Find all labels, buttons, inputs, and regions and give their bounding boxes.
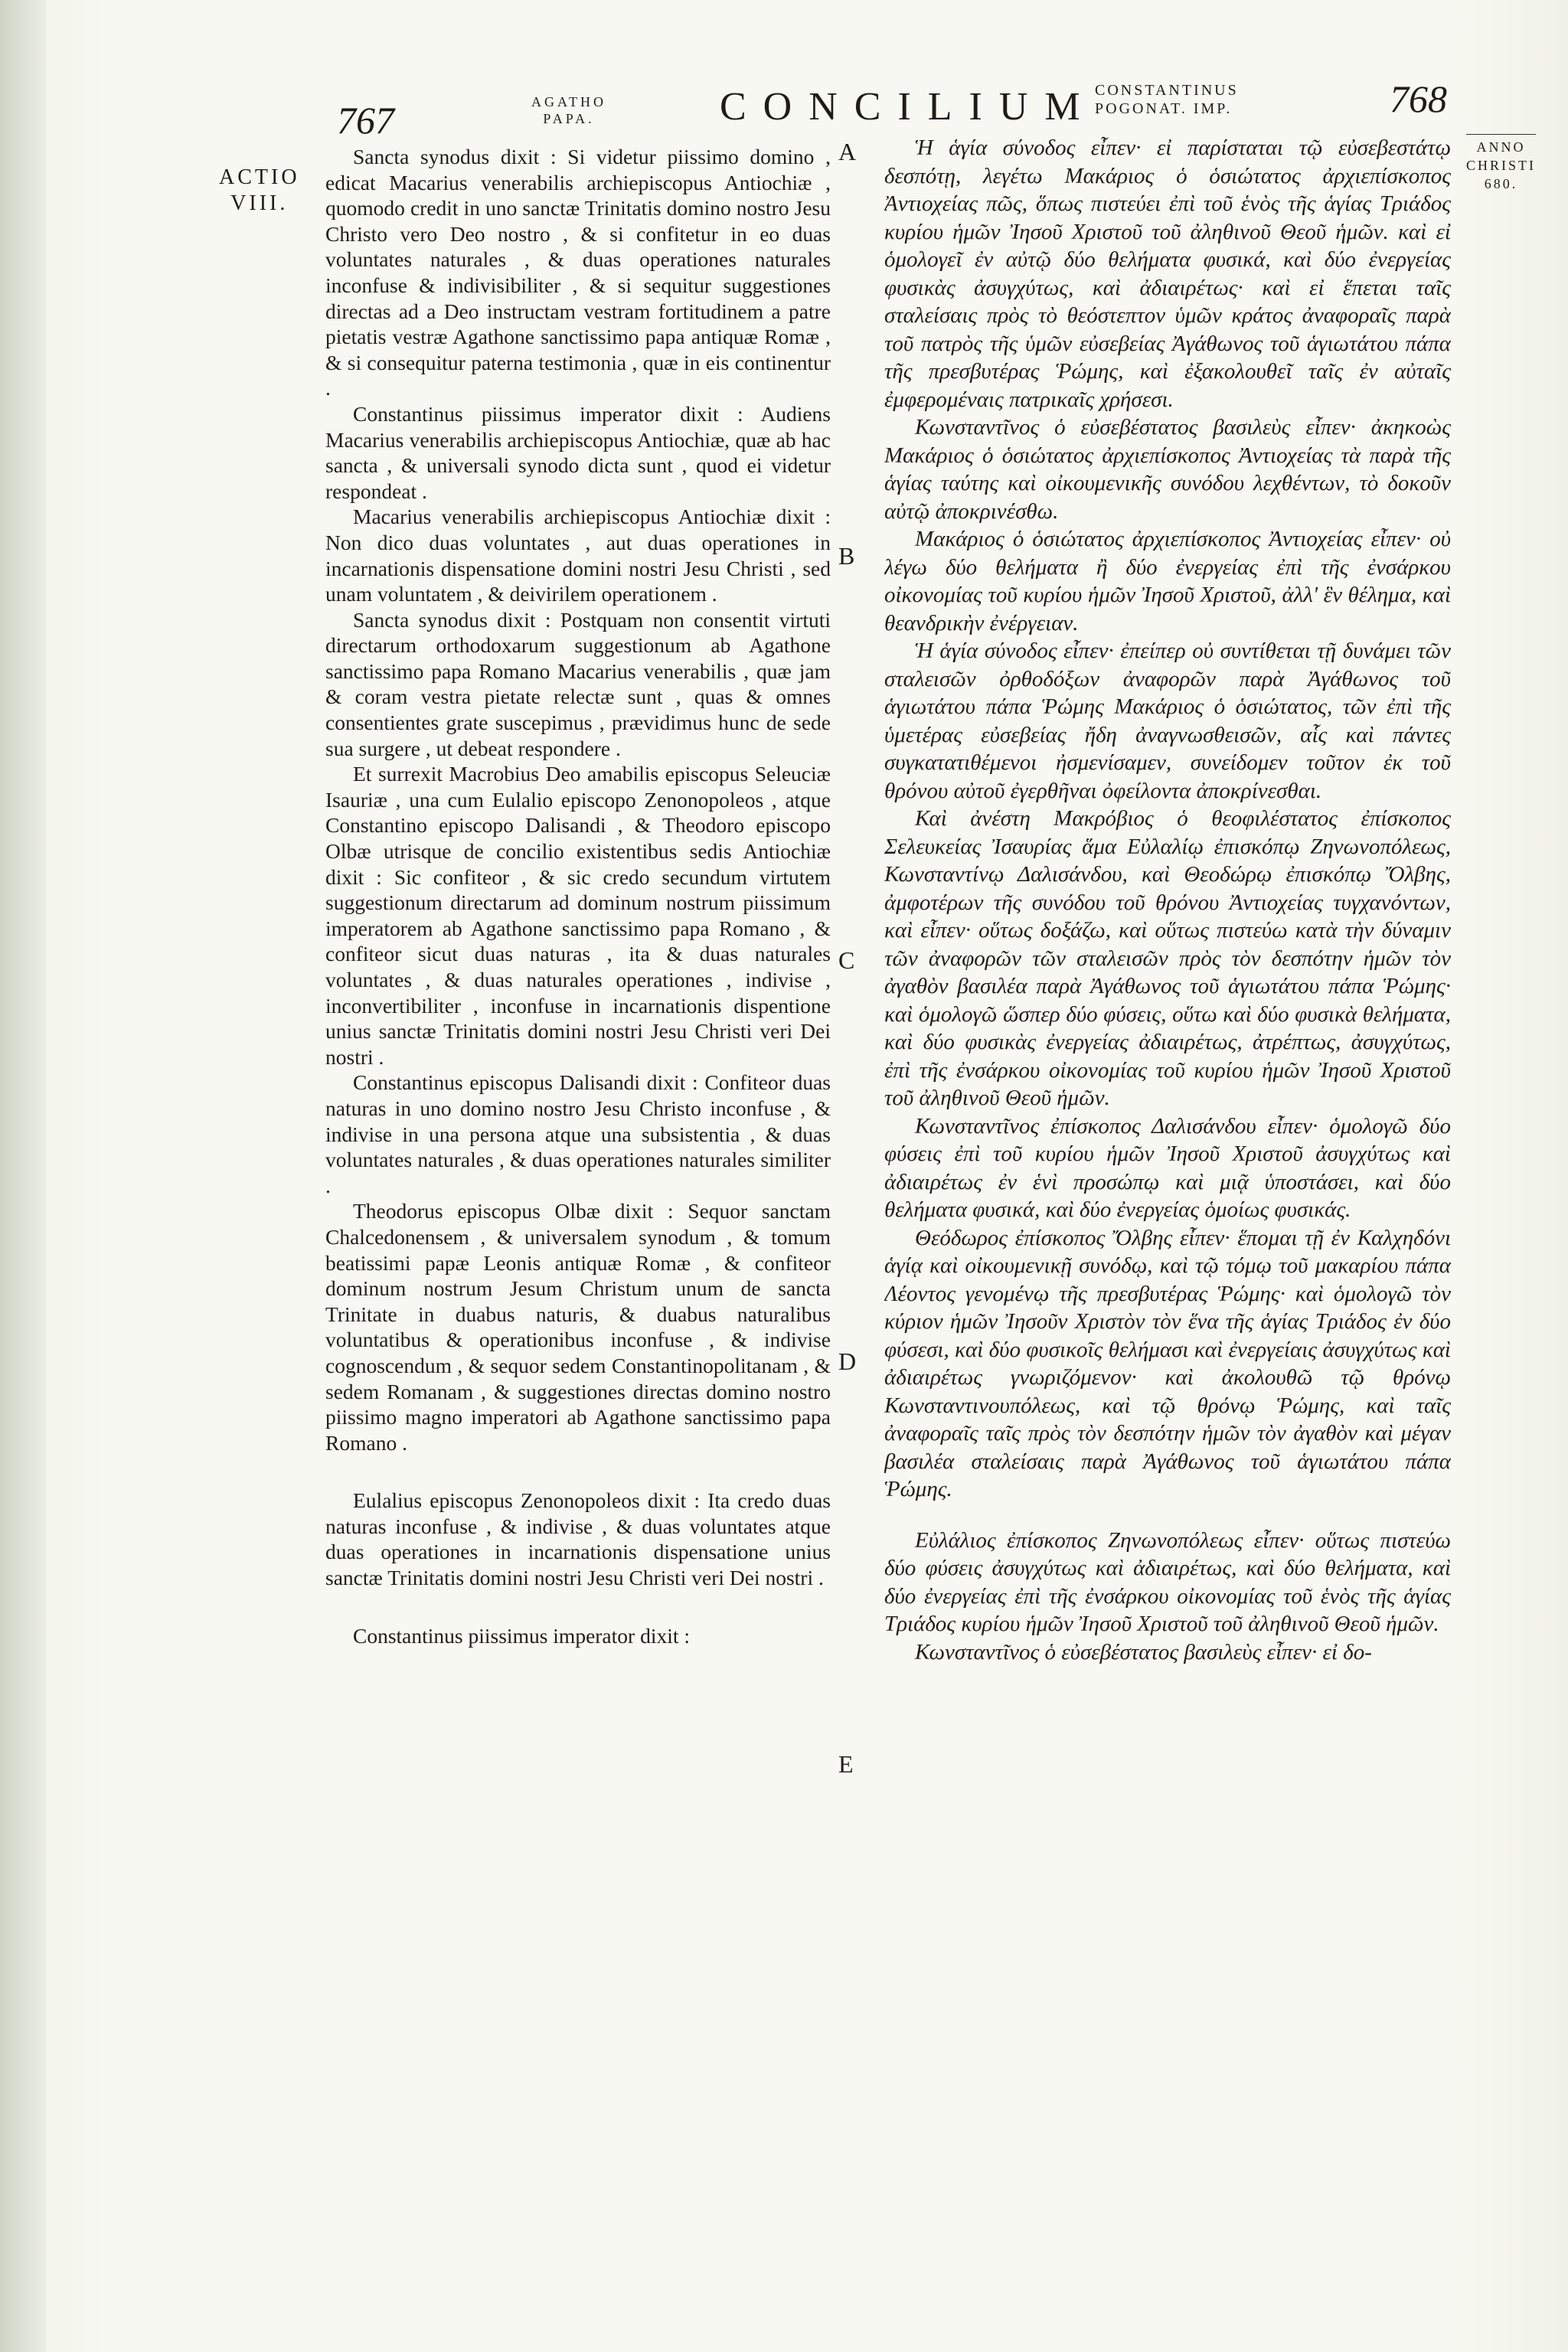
latin-paragraph: Et surrexit Macrobius Deo amabilis episcopus Seleuciæ Isauriæ , una cum Eulalio episcopo Zenonopoleos , atque Constantino episcopo Dalisandi , & Theodoro episcopo Olbæ utrisque de concilio existentibus sedis Antiochiæ dixit : Sic confiteor , & sic credo secundum virtutem suggestionum directarum ad dominum nostrum piissimum imperatorem ab Agathone sanctissimo papa Romano , & confiteor sicut duas naturas , ita & duas naturales voluntates , & duas naturales operationes , indivise , inconvertibiliter , inconfuse in incarnationis dispentione unius sanctæ Trinitatis domini nostri Jesu Christi veri Dei nostri .: [325, 762, 831, 1069]
running-head-title: CONCILIUM: [720, 85, 1097, 129]
section-marker-a: A: [838, 138, 857, 165]
actio-label: ACTIO: [219, 165, 300, 189]
latin-paragraph: Sancta synodus dixit : Postquam non consentit virtuti directarum orthodoxarum suggestionum ab Agathone sanctissimo papa Romano Macarius venerabilis , quæ jam & coram vestra pietate relectæ sunt , quas & omnes consentientes grate suscepimus , prævidimus hunc de sede sua surgere , ut debeat respondere .: [325, 607, 831, 760]
greek-paragraph: Κωνσταντῖνος ὁ εὐσεβέστατος βασιλεὺς εἶπεν· ἀκηκοὼς Μακάριος ὁ ὁσιώτατος ἀρχιεπίσκοπος Ἀντιοχείας τὰ παρὰ τῆς ἁγίας ταύτης καὶ οἰκουμενικῆς συνόδου λεχθέντων, τὸ δοκοῦν αὐτῷ ἀποκρινέσθω.: [884, 415, 1451, 524]
latin-paragraph: Theodorus episcopus Olbæ dixit : Sequor sanctam Chalcedonensem , & universalem synodum , & tomum beatissimi papæ Leonis antiquæ Romæ , & confiteor dominum nostrum Jesum Christum unum de sancta Trinitate in duabus naturis, & duabus naturalibus voluntatibus & operationibus inconfuse , & indivise cognoscendum , & sequor sedem Constantinopolitanam , & sedem Romanam , & suggestiones directas domino nostro piissimo magno imperatori ab Agathone sanctissimo papa Romano .: [325, 1199, 831, 1455]
anno-label: ANNO: [1476, 139, 1526, 155]
pope-title: PAPA.: [543, 111, 595, 126]
latin-column: [325, 144, 831, 2311]
actio-number: VIII.: [230, 191, 289, 215]
year-value: 680.: [1484, 176, 1518, 191]
section-marker-e: E: [838, 1750, 854, 1778]
greek-paragraph: Κωνσταντῖνος ἐπίσκοπος Δαλισάνδου εἶπεν· ὁμολογῶ δύο φύσεις ἐπὶ τοῦ κυρίου ἡμῶν Ἰησοῦ Χριστοῦ ἀσυγχύτως καὶ ἀδιαιρέτως ἐν ἑνὶ προσώπῳ καὶ μιᾷ ὑποστάσει, καὶ δύο θελήματα φυσικά, καὶ δύο ἐνεργείας ὁμοίως φυσικάς.: [884, 1113, 1451, 1222]
section-marker-c: C: [838, 946, 855, 974]
greek-paragraph: Μακάριος ὁ ὁσιώτατος ἀρχιεπίσκοπος Ἀντιοχείας εἶπεν· οὐ λέγω δύο θελήματα ἢ δύο ἐνεργείας ἐπὶ τῆς ἐνσάρκου οἰκονομίας τοῦ κυρίου ἡμῶν Ἰησοῦ Χριστοῦ, ἀλλ' ἓν θέλημα, καὶ θεανδρικὴν ἐνέργειαν.: [884, 527, 1451, 635]
christi-label: CHRISTI: [1466, 158, 1537, 173]
running-head-pope: [531, 93, 606, 127]
margin-note-actio: [219, 165, 300, 217]
latin-paragraph: Macarius venerabilis archiepiscopus Antiochiæ dixit : Non dico duas voluntates , aut duas operationes in incarnationis dispensatione domini nostri Jesu Christi , sed unam voluntatem , & deivirilem operationem .: [325, 505, 831, 606]
section-marker-d: D: [838, 1348, 857, 1375]
margin-rule: [1466, 134, 1536, 135]
section-marker-b: B: [838, 542, 855, 570]
greek-paragraph: Ἡ ἁγία σύνοδος εἶπεν· εἰ παρίσταται τῷ εὐσεβεστάτῳ δεσπότῃ, λεγέτω Μακάριος ὁ ὁσιώτατος ἀρχιεπίσκοπος Ἀντιοχείας πῶς, ὅπως πιστεύει ἐπὶ τοῦ ἑνὸς τῆς ἁγίας Τριάδος κυρίου ἡμῶν Ἰησοῦ Χριστοῦ τοῦ ἀληθινοῦ Θεοῦ ἡμῶν. καὶ εἰ ὁμολογεῖ ἐν αὐτῷ δύο θελήματα φυσικά, καὶ δύο ἐνεργείας φυσικὰς ἀσυγχύτως, καὶ ἀδιαιρέτως· καὶ εἰ ἕπεται ταῖς σταλείσαις πρὸς τὸ θεόστεπτον ὑμῶν κράτος ἀναφοραῖς παρὰ τοῦ πατρὸς τῆς ὑμῶν εὐσεβείας Ἀγάθωνος τοῦ ἁγιωτάτου πάπα τῆς πρεσβυτέρας Ῥώμης, καὶ ἐξακολουθεῖ ταῖς ἐν αὐταῖς ἐμφερομέναις πατρικαῖς χρήσεσι.: [884, 136, 1451, 412]
latin-paragraph: Sancta synodus dixit : Si videtur piissimo domino , edicat Macarius venerabilis archiepiscopus Antiochiæ , quomodo credit in uno sanctæ Trinitatis domino nostro Jesu Christo vero Deo nostro , & si confitetur in eo duas voluntates naturales , & duas operationes naturales inconfuse & indivisibiliter , & si sequitur suggestiones directas ad a Deo instructam vestram fortitudinem a patre pietatis vestræ Agathone sanctissimo papa antiquæ Romæ , & si consequitur paterna testimonia , quæ in eis continentur .: [325, 145, 831, 400]
greek-paragraph: Κωνσταντῖνος ὁ εὐσεβέστατος βασιλεὺς εἶπεν· εἰ δο-: [915, 1639, 1372, 1664]
greek-paragraph: Καὶ ἀνέστη Μακρόβιος ὁ θεοφιλέστατος ἐπίσκοπος Σελευκείας Ἰσαυρίας ἅμα Εὐλαλίῳ ἐπισκόπῳ Ζηνωνοπόλεως, Κωνσταντίνῳ Δαλισάνδου, καὶ Θεοδώρῳ ἐπισκόπῳ Ὄλβης, ἀμφοτέρων τῆς συνόδου τοῦ θρόνου Ἀντιοχείας τυγχανόντων, καὶ εἶπεν· οὕτως δοξάζω, καὶ οὕτως πιστεύω κατὰ τὴν δύναμιν τῶν ἀναφορῶν τῶν σταλεισῶν πρὸς τὸν δεσπότην ἡμῶν τὸν ἀγαθὸν βασιλέα παρὰ Ἀγάθωνος τοῦ ἁγιωτάτου πάπα Ῥώμης· καὶ ὁμολογῶ ὥσπερ δύο φύσεις, οὕτω καὶ δύο φυσικὰ θελήματα, καὶ δύο φυσικὰς ἐνεργείας ἀδιαιρέτως, ἀτρέπτως, ἀσυγχύτως, ἐπὶ τῆς ἐνσάρκου οἰκονομίας τοῦ κυρίου ἡμῶν Ἰησοῦ Χριστοῦ τοῦ ἀληθινοῦ Θεοῦ ἡμῶν.: [884, 806, 1451, 1110]
right-page-number: 768: [1390, 77, 1447, 120]
latin-paragraph: Constantinus piissimus imperator dixit : Audiens Macarius venerabilis archiepiscopus Antiochiæ, quæ ab hac sancta , & universali synodo dicta sunt , quod ei videtur respondeat .: [325, 401, 831, 503]
latin-paragraph: Constantinus piissimus imperator dixit :: [353, 1623, 690, 1648]
latin-paragraph: Constantinus episcopus Dalisandi dixit : Confiteor duas naturas in uno domino nostro Jesu Christo inconfuse , & indivise in una persona atque una subsistentia , & duas voluntates naturales , & duas operationes naturales similiter .: [325, 1070, 831, 1197]
greek-paragraph: Ἡ ἁγία σύνοδος εἶπεν· ἐπείπερ οὐ συντίθεται τῇ δυνάμει τῶν σταλεισῶν ὀρθοδόξων ἀναφορῶν παρὰ Ἀγάθωνος τοῦ ἁγιωτάτου πάπα Ῥώμης Μακάριος ὁ ὁσιώτατος, τῶν ἐπὶ τῆς ὑμετέρας εὐσεβείας ἤδη ἀναγνωσθεισῶν, αἷς καὶ πάντες συγκατατιθέμενοι ἠσμενίσαμεν, συνείδομεν τοῦτον ἐκ τοῦ θρόνου αὐτοῦ ἐγερθῆναι ὀφείλοντα ἀποκρίνεσθαι.: [884, 639, 1451, 803]
greek-paragraph: Εὐλάλιος ἐπίσκοπος Ζηνωνοπόλεως εἶπεν· οὕτως πιστεύω δύο φύσεις ἀσυγχύτως καὶ ἀδιαιρέτως, καὶ δύο θελήματα, καὶ δύο ἐνεργείας ἐπὶ τῆς ἐνσάρκου οἰκονομίας τοῦ ἑνὸς τῆς ἁγίας Τριάδος κυρίου ἡμῶν Ἰησοῦ Χριστοῦ τοῦ ἀληθινοῦ Θεοῦ ἡμῶν.: [884, 1527, 1451, 1636]
greek-paragraph: Θεόδωρος ἐπίσκοπος Ὄλβης εἶπεν· ἕπομαι τῇ ἐν Καλχηδόνι ἁγίᾳ καὶ οἰκουμενικῇ συνόδῳ, καὶ τῷ τόμῳ τοῦ μακαρίου πάπα Λέοντος γενομένῳ τῆς πρεσβυτέρας Ῥώμης· καὶ ὁμολογῶ τὸν κύριον ἡμῶν Ἰησοῦν Χριστὸν τὸν ἕνα τῆς ἁγίας Τριάδος ἐν δύο φύσεσι, καὶ δύο φυσικοῖς θελήμασι καὶ ἐνεργείαις ἀσυγχύτως καὶ ἀδιαιρέτως γνωριζόμενον· καὶ ἀκολουθῶ τῷ θρόνῳ Κωνσταντινουπόλεως, καὶ τῷ θρόνῳ Ῥώμης, καὶ ταῖς ἀναφοραῖς ταῖς πρὸς τὸν δεσπότην ἡμῶν τὸν ἀγαθὸν καὶ μέγαν βασιλέα σταλείσαις παρὰ Ἀγάθωνος τοῦ ἁγιωτάτου πάπα Ῥώμης.: [884, 1225, 1451, 1501]
greek-column: [884, 134, 1451, 2293]
left-page-number: 767: [337, 99, 394, 142]
latin-paragraph: Eulalius episcopus Zenonopoleos dixit : Ita credo duas naturas inconfuse , & indivise , & duas voluntates atque duas operationes in incarnationis dispensatione unius sanctæ Trinitatis domini nostri Jesu Christi veri Dei nostri .: [325, 1488, 831, 1590]
emperor-title: POGONAT. IMP.: [1095, 100, 1233, 117]
pope-name: AGATHO: [531, 94, 606, 109]
binding-gutter: [0, 0, 46, 2352]
running-head-emperor: [1095, 81, 1239, 118]
emperor-name: CONSTANTINUS: [1095, 82, 1239, 99]
margin-note-year: [1466, 134, 1536, 193]
